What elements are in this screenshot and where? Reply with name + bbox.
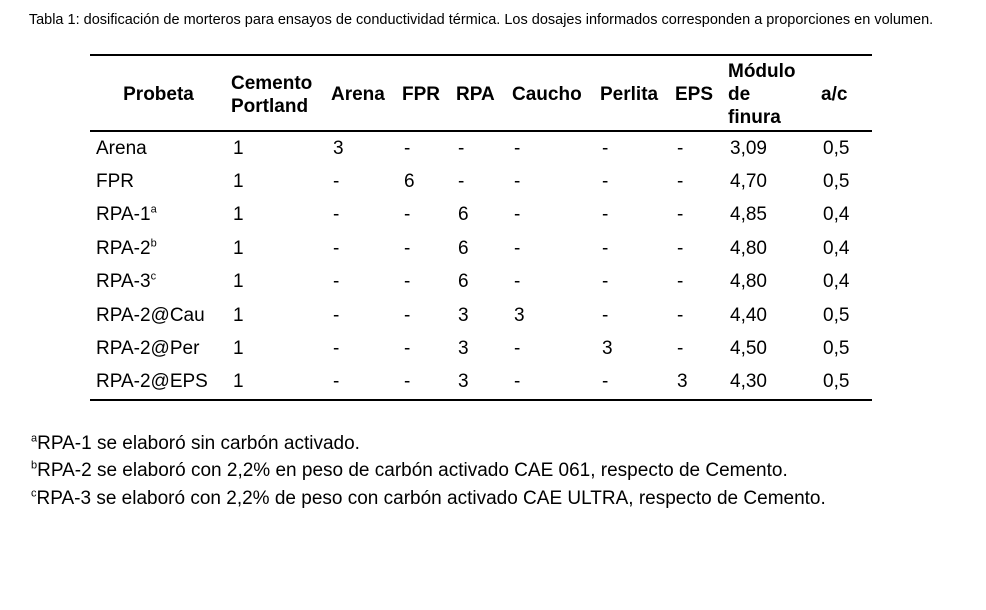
cell-perlita: -	[602, 137, 609, 159]
cell-perlita: -	[602, 204, 609, 226]
cell-modulo: 3,09	[730, 137, 767, 159]
footnote-marker: a	[31, 432, 38, 445]
cell-cemento: 1	[227, 366, 327, 400]
cell-fpr: 6	[404, 171, 415, 193]
cell-perlita: -	[596, 366, 671, 400]
cell-caucho: -	[514, 137, 521, 159]
header-probeta: Probeta	[90, 55, 227, 131]
header-modulo-finura	[724, 55, 817, 131]
probeta-label: RPA-2@Cau	[96, 304, 205, 326]
cell-caucho: -	[514, 171, 521, 193]
footnote-ref: a	[150, 204, 157, 217]
cell-caucho: 3	[514, 304, 525, 326]
cell-rpa: 3	[452, 366, 508, 400]
cell-fpr: -	[398, 366, 452, 400]
table-row	[90, 266, 872, 299]
table-row	[90, 131, 872, 165]
table-row	[90, 165, 872, 198]
cell-eps: -	[677, 304, 684, 326]
cell-fpr: -	[404, 271, 411, 293]
cell-perlita: -	[602, 237, 609, 259]
cell-eps: -	[677, 137, 684, 159]
cell-perlita: -	[602, 171, 609, 193]
cell-probeta	[90, 232, 227, 265]
header-cemento-line1: Cemento	[231, 72, 313, 94]
cell-fpr: -	[404, 137, 411, 159]
cell-modulo: 4,80	[730, 237, 767, 259]
cell-ac: 0,4	[823, 237, 850, 259]
cell-arena: 3	[333, 137, 344, 159]
cell-modulo: 4,30	[724, 366, 817, 400]
header-modulo-line1: Módulo	[728, 61, 796, 82]
cell-rpa: -	[458, 171, 465, 193]
header-modulo-line3: finura	[728, 107, 781, 128]
cell-ac: 0,4	[823, 271, 850, 293]
probeta-label: Arena	[96, 137, 147, 159]
footnote-text: RPA-1 se elaboró sin carbón activado.	[37, 433, 360, 454]
cell-fpr: -	[404, 304, 411, 326]
cell-perlita: -	[602, 271, 609, 293]
cell-perlita: -	[602, 304, 609, 326]
header-ac: a/c	[817, 55, 872, 131]
cell-arena: -	[333, 271, 340, 293]
cell-ac: 0,5	[823, 137, 850, 159]
footnote-marker: c	[31, 487, 37, 500]
header-perlita: Perlita	[596, 55, 671, 131]
footnote-a	[31, 433, 360, 455]
footnote-ref: c	[150, 270, 157, 283]
footnote-b	[31, 460, 788, 482]
cell-probeta	[90, 165, 227, 198]
table-body	[90, 131, 872, 400]
cell-rpa: 3	[458, 338, 469, 360]
cell-modulo: 4,85	[730, 204, 767, 226]
table-row	[90, 299, 872, 332]
header-arena: Arena	[327, 55, 398, 131]
mortar-dosage-table	[90, 54, 872, 401]
header-fpr: FPR	[398, 55, 452, 131]
probeta-label: FPR	[96, 171, 134, 193]
cell-eps: -	[677, 171, 684, 193]
footnote-marker: b	[31, 459, 38, 472]
header-cemento-portland	[227, 55, 327, 131]
cell-modulo: 4,40	[730, 304, 767, 326]
probeta-label: RPA-1	[96, 204, 151, 226]
table-row	[90, 332, 872, 365]
header-modulo-line2: de	[728, 84, 751, 105]
cell-cemento: 1	[233, 338, 244, 360]
header-rpa: RPA	[452, 55, 508, 131]
cell-eps: 3	[671, 366, 724, 400]
cell-ac: 0,5	[823, 304, 850, 326]
probeta-label: RPA-3	[96, 271, 151, 293]
cell-eps: -	[677, 237, 684, 259]
cell-ac: 0,5	[817, 366, 872, 400]
cell-probeta	[90, 266, 227, 299]
cell-modulo: 4,70	[730, 171, 767, 193]
cell-arena: -	[333, 204, 340, 226]
cell-ac: 0,4	[823, 204, 850, 226]
cell-probeta	[90, 332, 227, 365]
probeta-label: RPA-2@EPS	[96, 371, 208, 393]
cell-ac: 0,5	[823, 338, 850, 360]
footnote-ref: b	[150, 237, 157, 250]
cell-caucho: -	[514, 271, 521, 293]
cell-caucho: -	[508, 366, 596, 400]
cell-rpa: 6	[458, 237, 469, 259]
cell-ac: 0,5	[823, 171, 850, 193]
cell-arena: -	[333, 338, 340, 360]
cell-cemento: 1	[233, 137, 244, 159]
footnote-text: RPA-3 se elaboró con 2,2% de peso con carbón activado CAE ULTRA, respecto de Cemento.	[36, 488, 826, 509]
cell-cemento: 1	[233, 304, 244, 326]
cell-probeta	[90, 199, 227, 232]
cell-fpr: -	[404, 204, 411, 226]
cell-eps: -	[677, 204, 684, 226]
header-eps: EPS	[671, 55, 724, 131]
cell-probeta	[90, 131, 227, 165]
cell-rpa: 6	[458, 271, 469, 293]
cell-caucho: -	[514, 338, 521, 360]
cell-cemento: 1	[233, 237, 244, 259]
cell-arena: -	[333, 237, 340, 259]
table-header	[90, 55, 872, 131]
table-caption: Tabla 1: dosificación de morteros para ensayos de conductividad térmica. Los dosajes informados corresponden a proporciones en volumen.	[28, 12, 934, 28]
header-cemento-line2: Portland	[231, 95, 309, 117]
footnote-text: RPA-2 se elaboró con 2,2% en peso de carbón activado CAE 061, respecto de Cemento.	[37, 460, 788, 481]
table-row	[90, 232, 872, 265]
cell-probeta	[90, 366, 227, 400]
table-row	[90, 199, 872, 232]
cell-cemento: 1	[233, 271, 244, 293]
probeta-label: RPA-2	[96, 237, 151, 259]
cell-arena: -	[327, 366, 398, 400]
cell-fpr: -	[404, 338, 411, 360]
cell-modulo: 4,80	[730, 271, 767, 293]
cell-rpa: -	[458, 137, 465, 159]
cell-cemento: 1	[233, 171, 244, 193]
footnote-c	[31, 488, 826, 510]
cell-rpa: 3	[458, 304, 469, 326]
cell-probeta	[90, 299, 227, 332]
cell-modulo: 4,50	[730, 338, 767, 360]
header-caucho: Caucho	[508, 55, 596, 131]
table-row	[90, 366, 872, 400]
cell-cemento: 1	[233, 204, 244, 226]
cell-eps: -	[677, 271, 684, 293]
cell-perlita: 3	[602, 338, 613, 360]
cell-arena: -	[333, 304, 340, 326]
cell-rpa: 6	[458, 204, 469, 226]
cell-arena: -	[333, 171, 340, 193]
cell-caucho: -	[514, 237, 521, 259]
cell-fpr: -	[404, 237, 411, 259]
cell-caucho: -	[514, 204, 521, 226]
probeta-label: RPA-2@Per	[96, 338, 200, 360]
cell-eps: -	[677, 338, 684, 360]
